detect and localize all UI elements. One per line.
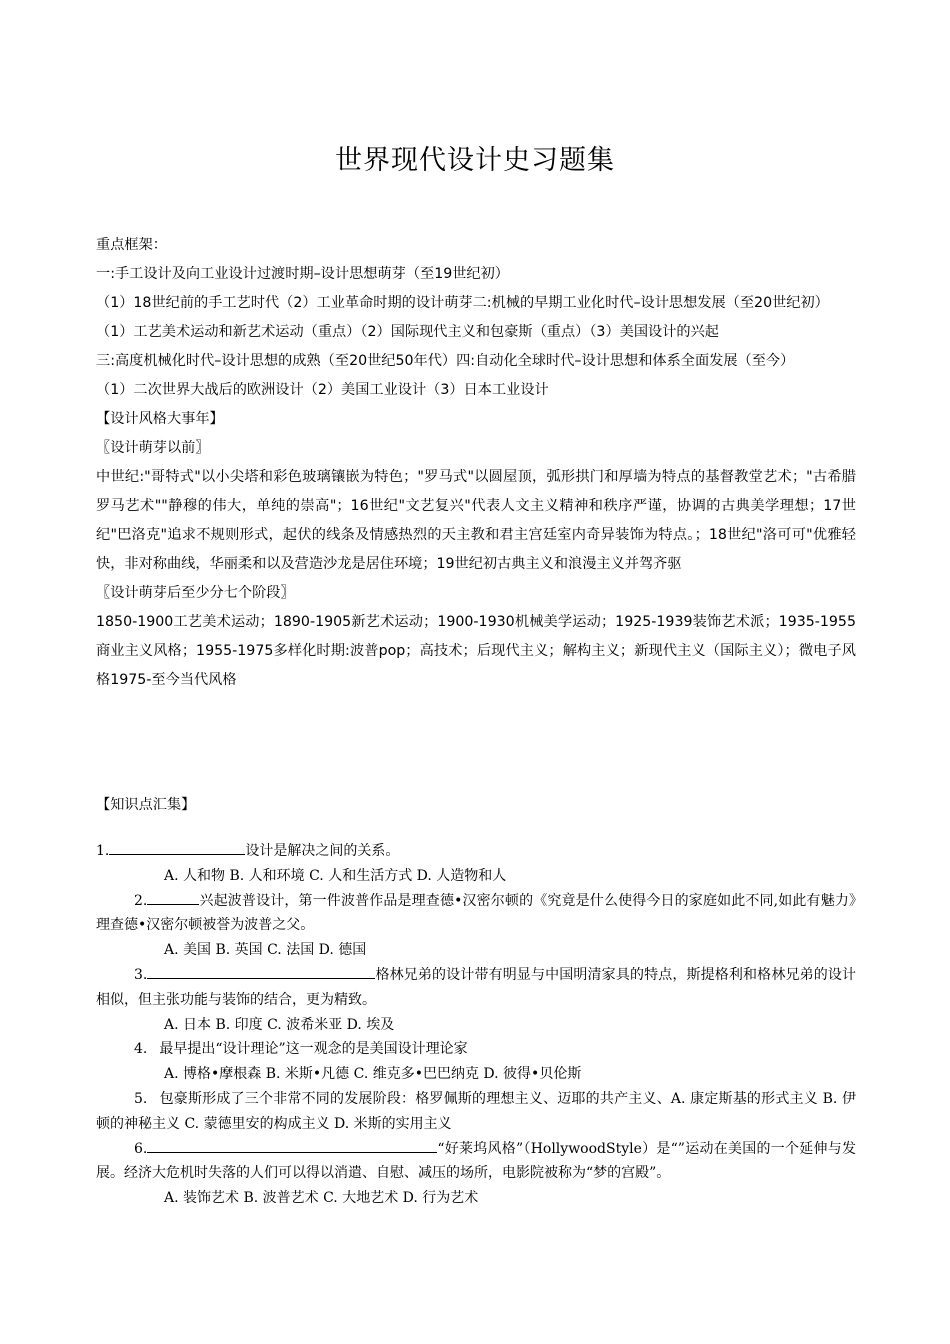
question-list: [96, 839, 856, 1211]
question-1-options: A. 人和物 B. 人和环境 C. 人和生活方式 D. 人造物和人: [164, 867, 507, 884]
question-3: 3. 格林兄弟的设计带有明显与中国明清家具的特点，斯提格利和格林兄弟的设计相似，但主张功能与装饰的结合，更为精致。: [96, 963, 856, 1013]
question-1: 1. 设计是解决之间的关系。: [96, 839, 856, 864]
before-sprout-heading: 〖设计萌芽以前〗: [96, 440, 210, 456]
answer-blank: [147, 964, 375, 979]
question-4-options: A. 博格•摩根森 B. 米斯•凡德 C. 维克多•巴巴纳克 D. 彼得•贝伦斯: [164, 1066, 582, 1083]
after-sprout-heading: 〖设计萌芽后至少分七个阶段〗: [96, 585, 295, 601]
question-5: 5. 包豪斯形成了三个非常不同的发展阶段：格罗佩斯的理想主义、迈耶的共产主义、A. 康定斯基的形式主义 B. 伊顿的神秘主义 C. 蒙德里安的构成主义 D. 米斯的实用主义: [96, 1090, 856, 1132]
framework-line: 三:高度机械化时代–设计思想的成熟（至20世纪50年代）四:自动化全球时代–设计思想和体系全面发展（至今）: [96, 353, 795, 369]
question-2-options: A. 美国 B. 英国 C. 法国 D. 德国: [164, 942, 367, 959]
framework-line: 一:手工设计及向工业设计过渡时期–设计思想萌芽（至19世纪初）: [96, 266, 509, 282]
framework-line: （1）18世纪前的手工艺时代（2）工业革命时期的设计萌芽二:机械的早期工业化时代–设计思想发展（至20世纪初）: [96, 295, 829, 311]
question-2: 2. 兴起波普设计，第一件波普作品是理查德•汉密尔顿的《究竟是什么使得今日的家庭如此不同,如此有魅力》理查德•汉密尔顿被誉为波普之父。: [96, 889, 856, 939]
after-sprout-text: 1850-1900工艺美术运动；1890-1905新艺术运动；1900-1930机械美学运动；1925-1939装饰艺术派；1935-1955商业主义风格；1955-1975多样化时期:波普pop；高技术；后现代主义；解构主义；新现代主义（国际主义）；微电子风格1975-至今当代风格: [96, 614, 856, 688]
question-6: 6. “好莱坞风格”（HollywoodStyle）是“”运动在美国的一个延伸与发展。经济大危机时失落的人们可以得以消遣、自慰、减压的场所，电影院被称为“梦的宫殿”。: [96, 1137, 856, 1187]
question-4: 4. 最早提出“设计理论”这一观念的是美国设计理论家: [134, 1041, 468, 1058]
document-title: 世界现代设计史习题集: [335, 145, 615, 176]
knowledge-heading: 【知识点汇集】: [96, 797, 196, 813]
framework-section: [96, 231, 856, 695]
before-sprout-text: 中世纪:"哥特式"以小尖塔和彩色玻璃镶嵌为特色；"罗马式"以圆屋顶，弧形拱门和厚墙为特点的基督教堂艺术；"古希腊罗马艺术""静穆的伟大，单纯的崇高"；16世纪"文艺复兴"代表人文主义精神和秩序严谨，协调的古典美学理想；17世纪"巴洛克"追求不规则形式，起伏的线条及情感热烈的天主教和君主宫廷室内奇异装饰为特点。；18世纪"洛可可"优雅轻快，非对称曲线，华丽柔和以及营造沙龙是居住环境；19世纪初古典主义和浪漫主义并驾齐驱: [96, 469, 856, 572]
answer-blank: [147, 890, 199, 905]
framework-line: （1）二次世界大战后的欧洲设计（2）美国工业设计（3）日本工业设计: [96, 382, 549, 398]
question-3-options: A. 日本 B. 印度 C. 波希米亚 D. 埃及: [164, 1016, 395, 1033]
framework-line: （1）工艺美术运动和新艺术运动（重点）（2）国际现代主义和包豪斯（重点）（3）美国设计的兴起: [96, 324, 719, 340]
answer-blank: [147, 1138, 437, 1153]
framework-heading: 重点框架：: [96, 237, 167, 253]
answer-blank: [109, 840, 245, 855]
style-events-heading: 【设计风格大事年】: [96, 411, 224, 427]
question-6-options: A. 装饰艺术 B. 波普艺术 C. 大地艺术 D. 行为艺术: [164, 1190, 479, 1207]
